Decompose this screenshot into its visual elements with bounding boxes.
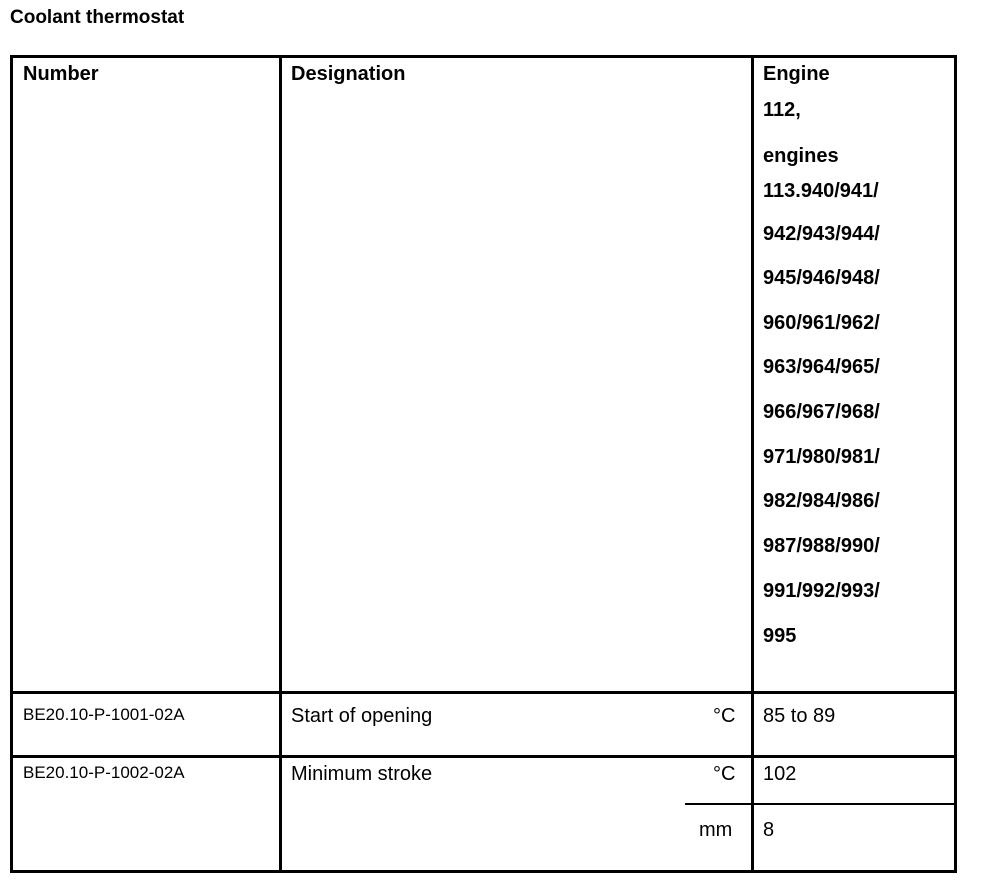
engine-line: 966/967/968/ (763, 401, 880, 423)
header-number: Number (23, 63, 99, 85)
spec-table (10, 55, 957, 873)
column-divider (279, 58, 282, 870)
engine-line: 987/988/990/ (763, 535, 880, 557)
row-divider (13, 755, 954, 758)
row-unit: °C (713, 763, 736, 785)
row-value: 85 to 89 (763, 705, 836, 727)
engine-line: 942/943/944/ (763, 223, 880, 245)
engine-line: 945/946/948/ (763, 267, 880, 289)
header-designation: Designation (291, 63, 406, 85)
sub-row-divider (685, 803, 954, 805)
row-designation: Start of opening (291, 705, 433, 727)
row-value: 102 (763, 763, 797, 785)
header-engine: Engine (763, 63, 830, 85)
engine-line: 960/961/962/ (763, 312, 880, 334)
engine-line: 112, (763, 99, 801, 121)
column-divider (751, 58, 754, 870)
row-unit: °C (713, 705, 736, 727)
row-number: BE20.10-P-1001-02A (23, 705, 185, 724)
row-number: BE20.10-P-1002-02A (23, 763, 185, 782)
engine-line: 991/992/993/ (763, 580, 880, 602)
engine-line: 971/980/981/ (763, 446, 880, 468)
row-divider (13, 691, 954, 694)
engine-line: 982/984/986/ (763, 490, 880, 512)
engine-line: engines (763, 145, 839, 167)
row-unit: mm (699, 819, 733, 841)
engine-line: 113.940/941/ (763, 180, 879, 202)
row-value: 8 (763, 819, 775, 841)
engine-line: 995 (763, 625, 797, 647)
row-designation: Minimum stroke (291, 763, 433, 785)
page-title: Coolant thermostat (10, 7, 185, 28)
engine-line: 963/964/965/ (763, 356, 880, 378)
